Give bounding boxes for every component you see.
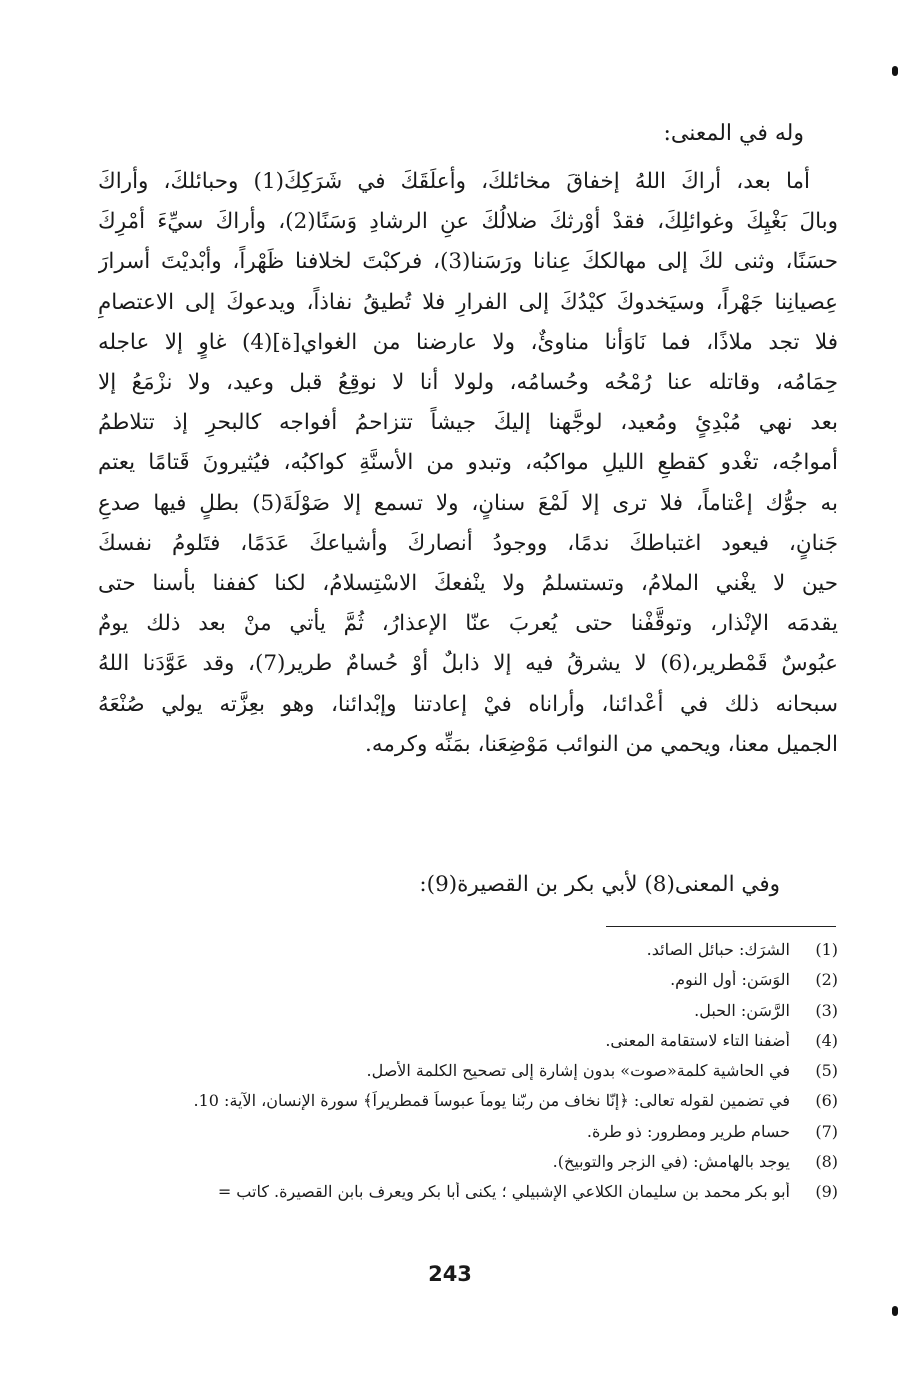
- section-heading: وله في المعنى:: [663, 121, 804, 146]
- footnote-number: (4): [815, 1030, 838, 1050]
- footnote-text: أبو بكر محمد بن سليمان الكلاعي الإشبيلي ؛ يكنى أبا بكر ويعرف بابن القصيرة. كاتب =: [217, 1182, 790, 1202]
- body-line: حسَنًا، وثنى لكَ إلى مهالككَ عِنانا ورَسَنا(3)، فركبْتَ لخلافنا ظَهْراً، وأبْديْتَ أسرارَ: [98, 249, 838, 275]
- footnote-number: (1): [815, 940, 838, 959]
- body-line: بعد نهي مُبْدِئٍ ومُعيد، لوجَّهنا إليكَ جيشاً تتزاحمُ أفواجه كالبحرِ إذ تتلاطمُ: [98, 410, 838, 436]
- footnote-item: [58, 1031, 838, 1061]
- footnote-item: [58, 1152, 838, 1182]
- body-paragraph: [98, 162, 838, 765]
- footnote-item: [58, 1122, 838, 1152]
- footnote-text: حسام طرير ومطرور: ذو طرة.: [586, 1121, 790, 1141]
- footnote-text: الشرَك: حبائل الصائد.: [646, 940, 790, 959]
- footnote-number: (3): [815, 1000, 838, 1020]
- footnote-item: [58, 1001, 838, 1031]
- footnotes: [58, 940, 838, 1213]
- footnote-number: (2): [815, 970, 838, 990]
- footnote-item: [58, 940, 838, 970]
- footnote-text: الوَسَن: أول النوم.: [670, 970, 790, 990]
- footnote-number: (9): [815, 1182, 838, 1202]
- footnote-text: يوجد بالهامش: (في الزجر والتوبيخ).: [552, 1152, 790, 1172]
- body-line: جَنانٍ، فيعود اغتباطكَ ندمًا، ووجودُ أنصاركَ وأشياعكَ عَدَمًا، فتَلومُ نفسكَ: [98, 530, 838, 556]
- body-line: حين لا يغْني الملامُ، وتستسلمُ ولا ينْفعكَ الاسْتِسلامُ، لكنا كففنا بأسنا حتى: [98, 571, 838, 597]
- body-line: سبحانه ذلك في أعْدائنا، وأراناه فيْ إعادتنا وإبْدائنا، وهو بعِزَّته يولي صُنْعَهُ: [98, 691, 838, 717]
- footnote-text: في تضمين لقوله تعالى: ﴿إنّا نخاف من ربّنا يوماً عبوساً قمطريراً﴾ سورة الإنسان، الآية: 10.: [193, 1091, 790, 1111]
- page-number: 243: [428, 1262, 472, 1286]
- footnote-item: [58, 1091, 838, 1121]
- footnote-text: في الحاشية كلمة«صوت» بدون إشارة إلى تصحيح الكلمة الأصل.: [366, 1061, 790, 1081]
- body-line: عبُوسٌ قَمْطرير،(6) لا يشرقُ فيه إلا ذابلٌ أوْ حُسامٌ طرير(7)، وقد عَوَّدَنا اللهُ: [98, 651, 838, 677]
- footnote-number: (5): [815, 1061, 838, 1081]
- footnote-text: الرَّسَن: الحبل.: [694, 1000, 790, 1020]
- body-line: يقدمَه الإنْذار، وتوقَّفْنا حتى يُعربَ عنّا الإعذارُ، ثُمَّ يأتي منْ بعد ذلك يومٌ: [98, 611, 838, 637]
- body-line: حِمَامُه، وقاتله عنا رُمْحُه وحُسامُه، ولولا أنا لا نوقِعُ قبل وعيد، ولا نزْمَعُ إلا: [98, 370, 838, 396]
- margin-mark-top: [892, 66, 898, 76]
- body-line: به جوُّك إعْتاماً، فلا ترى إلا لَمْعَ سنانٍ، ولا تسمع إلا صَوْلَةَ(5) بطلٍ فيها صدعِ: [98, 490, 838, 516]
- footnote-number: (8): [815, 1152, 838, 1172]
- body-line: أما بعد، أراكَ اللهُ إخفاقَ مخائلكَ، وأعلَقَكَ في شَرَكِكَ(1) وحبائلكَ، وأراكَ: [98, 169, 810, 194]
- body-line: الجميل معنا، ويحمي من النوائب مَوْضِعَنا، بمَنِّه وكرمه.: [365, 731, 838, 757]
- body-line: عِصيانِنا جَهْراً، وسيَخدوكَ كيْدُكَ إلى الفرارِ فلا تُطيقُ نفاذاً، ويدعوكَ إلى الاعتصامِ: [98, 289, 838, 315]
- footnote-item: [58, 1182, 838, 1212]
- verse-intro: وفي المعنى(8) لأبي بكر بن القصيرة(9):: [419, 872, 780, 897]
- footnote-text: أضفنا التاء لاستقامة المعنى.: [605, 1030, 790, 1050]
- body-line: فلا تجد ملاذًا، فما نَاوَأنا مناوئٌ، ولا عارضنا من الغواي[ة](4) غاوٍ إلا عاجله: [98, 329, 838, 355]
- footnote-separator: [606, 926, 836, 927]
- footnote-item: [58, 1061, 838, 1091]
- footnote-number: (7): [815, 1121, 838, 1141]
- footnote-item: [58, 970, 838, 1000]
- body-line: وبالَ بَغْيِكَ وغوائلِكَ، فقدْ أوْرثكَ ضلالُكَ عنِ الرشادِ وَسَنًا(2)، وأراكَ سيِّءَ أمْرِكَ: [98, 209, 838, 235]
- margin-mark-bottom: [892, 1306, 898, 1316]
- body-line: أمواجُه، تغْدو كقطعِ الليلِ مواكبُه، وتبدو من الأسنَّةِ كواكبُه، فيُثيرونَ قَتامًا يعتم: [98, 450, 838, 476]
- footnote-number: (6): [815, 1091, 838, 1111]
